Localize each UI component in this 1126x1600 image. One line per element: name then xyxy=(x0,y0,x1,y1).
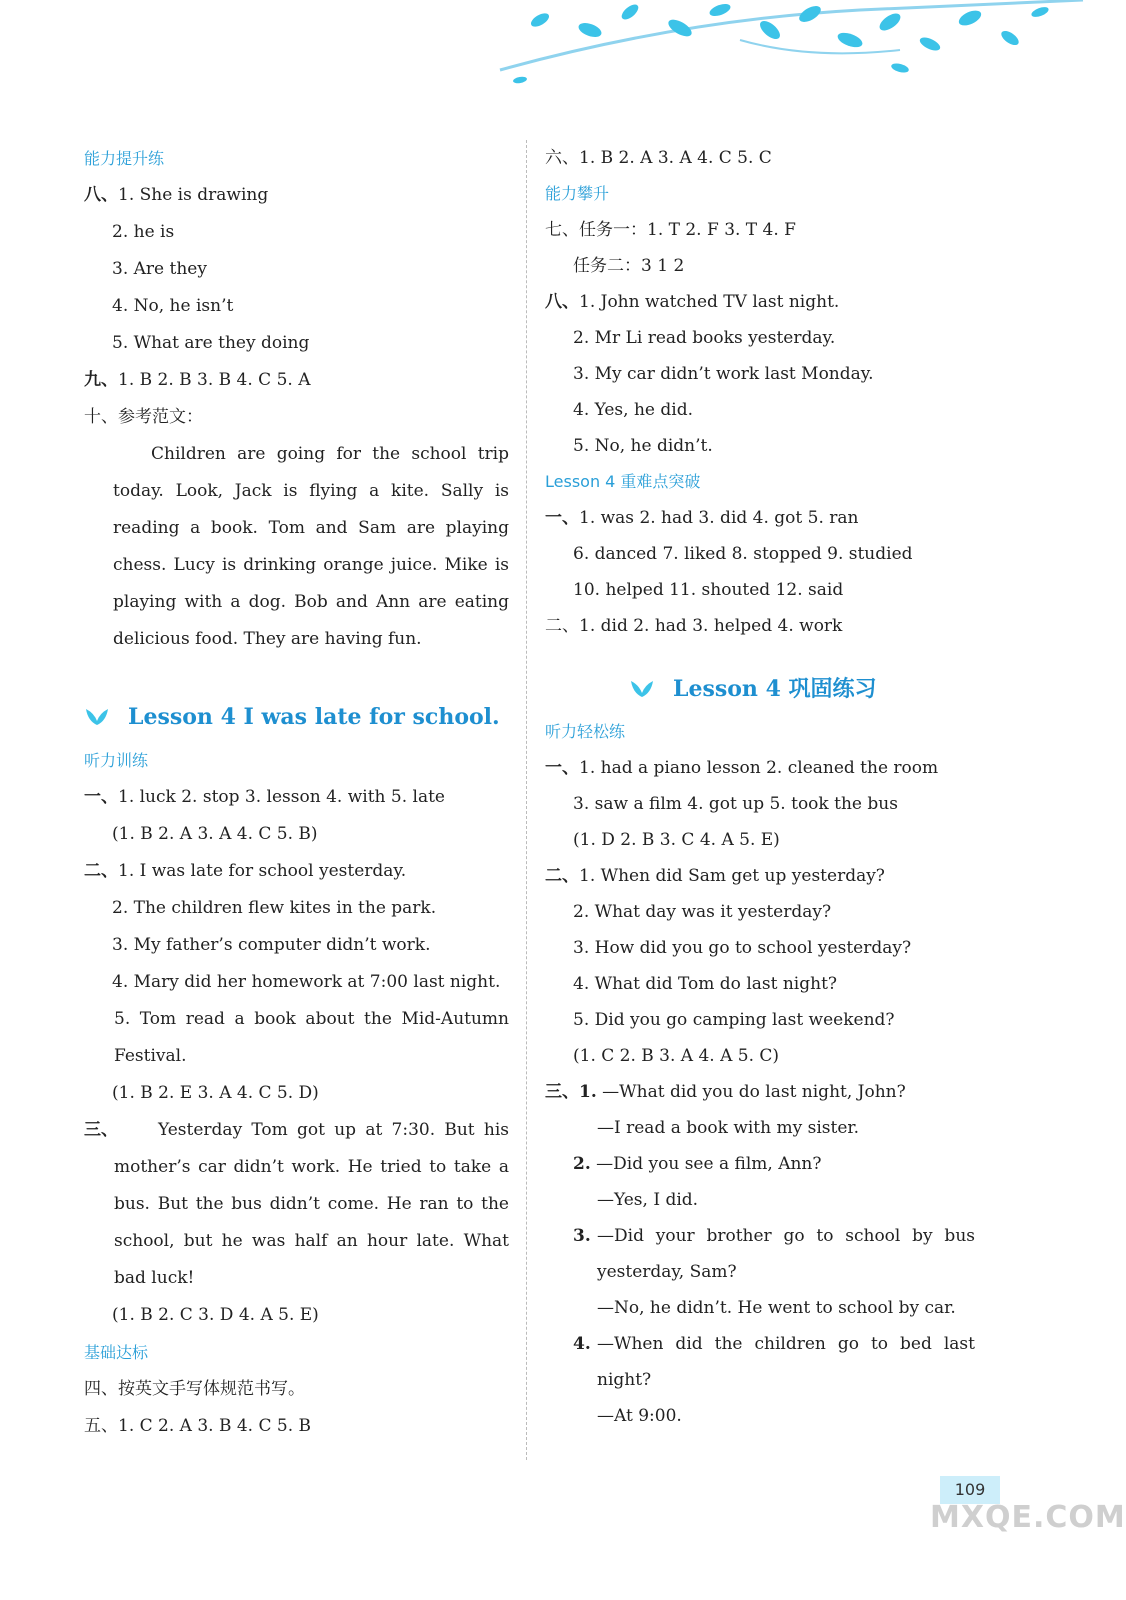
answer-line: 六、1. B 2. A 3. A 4. C 5. C xyxy=(545,148,772,168)
dialogue-line: —I read a book with my sister. xyxy=(597,1118,860,1138)
lesson-title-2: Lesson 4 巩固练习 xyxy=(545,664,975,714)
answer-line: 二、1. I was late for school yesterday. xyxy=(84,861,407,881)
dialogue-line: —No, he didn’t. He went to school by car. xyxy=(597,1298,956,1318)
answer-line: (1. B 2. E 3. A 4. C 5. D) xyxy=(112,1083,319,1103)
passage-text: Yesterday Tom got up at 7:30. But his mother’s car didn’t work. He tried to take a bus. But the bus didn’t come. He ran to the school, but he was half an hour late. What bad luck! xyxy=(114,1120,509,1288)
passage-block: 三、 Yesterday Tom got up at 7:30. But his mother’s car didn’t work. He tried to take a bus. But the bus didn’t come. He ran to the school, but he was half an hour late. What bad luck! xyxy=(84,1112,509,1297)
answer-line: 四、按英文手写体规范书写。 xyxy=(84,1379,305,1399)
answer-line: 二、1. did 2. had 3. helped 4. work xyxy=(545,616,843,636)
answer-line: 2. What day was it yesterday? xyxy=(573,902,832,922)
dialogue-line: —When did the children go to bed last night? xyxy=(597,1334,975,1390)
answer-line: 一、1. luck 2. stop 3. lesson 4. with 5. late xyxy=(84,787,445,807)
answer-line: (1. B 2. C 3. D 4. A 5. E) xyxy=(112,1305,319,1325)
section-label-ability: 能力提升练 xyxy=(84,149,165,168)
section-label-easy-listening: 听力轻松练 xyxy=(545,722,626,741)
answer-line: 4. What did Tom do last night? xyxy=(573,974,838,994)
dialogue-line: —Yes, I did. xyxy=(597,1190,699,1210)
right-column xyxy=(545,140,975,1434)
dialogue-line: 2. —Did you see a film, Ann? xyxy=(573,1154,822,1174)
answer-line: 八、1. She is drawing xyxy=(84,185,269,205)
left-column xyxy=(84,140,509,1445)
dialogue-line: —Did your brother go to school by bus yesterday, Sam? xyxy=(597,1226,975,1282)
answer-line: 4. Yes, he did. xyxy=(573,400,693,420)
answer-line: 6. danced 7. liked 8. stopped 9. studied xyxy=(573,544,913,564)
answer-line: 5. What are they doing xyxy=(112,333,310,353)
answer-line: 八、1. John watched TV last night. xyxy=(545,292,840,312)
lesson-title: Lesson 4 I was late for school. xyxy=(84,692,509,742)
section-label-key-points: Lesson 4 重难点突破 xyxy=(545,472,701,491)
answer-line: (1. D 2. B 3. C 4. A 5. E) xyxy=(573,830,780,850)
answer-line: 一、1. had a piano lesson 2. cleaned the room xyxy=(545,758,939,778)
answer-line: 3. Are they xyxy=(112,259,207,279)
leaf-icon xyxy=(84,707,110,727)
answer-line: 九、1. B 2. B 3. B 4. C 5. A xyxy=(84,370,311,390)
answer-line: 3. My father’s computer didn’t work. xyxy=(112,935,431,955)
answer-line: 3. My car didn’t work last Monday. xyxy=(573,364,874,384)
dialogue-block: 3. —Did your brother go to school by bus yesterday, Sam? xyxy=(545,1218,975,1290)
answer-line: (1. C 2. B 3. A 4. A 5. C) xyxy=(573,1046,780,1066)
answer-line: (1. B 2. A 3. A 4. C 5. B) xyxy=(112,824,318,844)
page-number: 109 xyxy=(940,1476,1000,1504)
sample-essay: Children are going for the school trip today. Look, Jack is flying a kite. Sally is reading a book. Tom and Sam are playing chess. Lucy is drinking orange juice. Mike is playing with a dog. Bob and Ann are eating delicious food. They are having fun. xyxy=(113,444,509,649)
answer-line: 任务二：3 1 2 xyxy=(573,256,685,276)
leaf-icon xyxy=(629,679,655,699)
answer-line: 2. he is xyxy=(112,222,175,242)
answer-line: 3. How did you go to school yesterday? xyxy=(573,938,912,958)
answer-line: 10. helped 11. shouted 12. said xyxy=(573,580,844,600)
watermark: MXQE.COM xyxy=(930,1500,1126,1535)
answer-line: 2. Mr Li read books yesterday. xyxy=(573,328,836,348)
dialogue-block: 4. —When did the children go to bed last night? xyxy=(545,1326,975,1398)
section-label-basic: 基础达标 xyxy=(84,1343,149,1362)
answer-line: 2. The children flew kites in the park. xyxy=(112,898,437,918)
section-label-ability-climb: 能力攀升 xyxy=(545,184,610,203)
section-label-listening: 听力训练 xyxy=(84,751,149,770)
answer-line: 3. saw a film 4. got up 5. took the bus xyxy=(573,794,898,814)
answer-line: 二、1. When did Sam get up yesterday? xyxy=(545,866,885,886)
dialogue-line: —At 9:00. xyxy=(597,1406,682,1426)
dialogue-line: 三、1. —What did you do last night, John? xyxy=(545,1082,906,1102)
answer-line: 5. Tom read a book about the Mid-Autumn Festival. xyxy=(114,1009,509,1066)
answer-line: 4. No, he isn’t xyxy=(112,296,234,316)
column-divider xyxy=(526,140,527,1460)
leaf-branch-decoration xyxy=(480,0,1083,100)
answer-line: 4. Mary did her homework at 7:00 last night. xyxy=(112,972,501,992)
essay-label: 十、参考范文： xyxy=(84,407,203,427)
answer-line: 一、1. was 2. had 3. did 4. got 5. ran xyxy=(545,508,859,528)
answer-line: 5. No, he didn’t. xyxy=(573,436,713,456)
answer-line: 五、1. C 2. A 3. B 4. C 5. B xyxy=(84,1416,312,1436)
answer-line: 5. Did you go camping last weekend? xyxy=(573,1010,895,1030)
answer-line: 七、任务一：1. T 2. F 3. T 4. F xyxy=(545,220,796,240)
